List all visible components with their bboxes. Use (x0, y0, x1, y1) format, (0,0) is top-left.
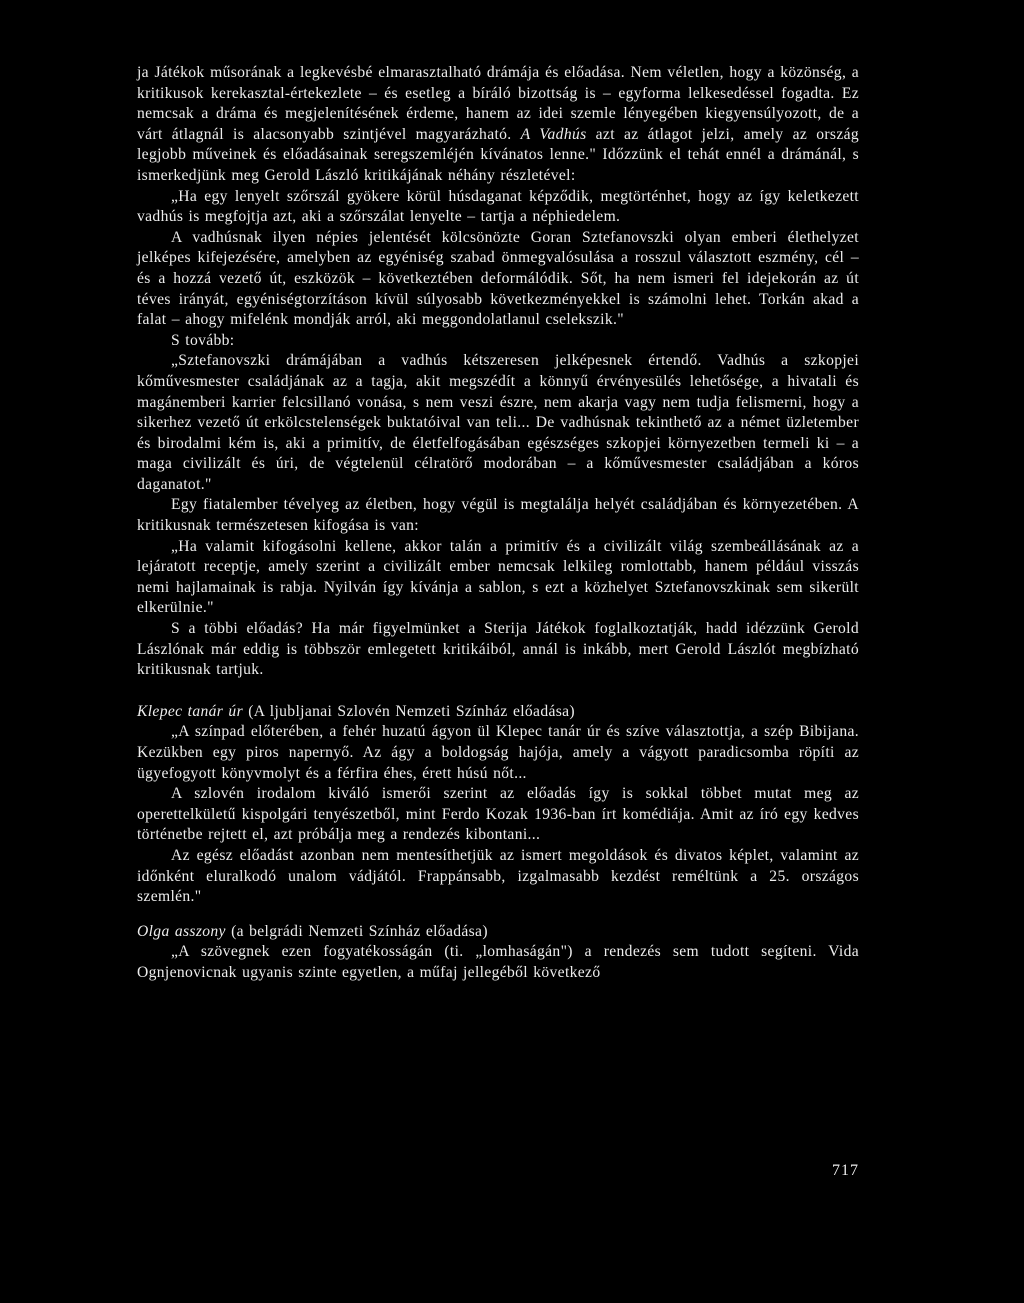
paragraph-vadhus-meaning: A vadhúsnak ilyen népies jelentését kölcsönözte Goran Sztefanovszki olyan emberi élethelyzet jelképes kifejezésére, amelyben az egyéniség szabad önmegvalósulása a rosszul választott eszmény, cél – és a hozzá vezető út, eszközök – következtében deformálódik. Sőt, ha nem ismeri fel idejekorán az út téves irányát, egyéniségtorzításon kívül súlyosabb következményekkel is számolni lehet. Torkán akad a falat – ahogy mifelénk mondják arról, aki meggondolatlanul cselekszik." (137, 228, 859, 329)
quote-paragraph-1: „Ha egy lenyelt szőrszál gyökere körül húsdaganat képződik, megtörténhet, hogy az így keletkezett vadhús is megfojtja azt, aki a szőrszálat lenyelte – tartja a néphiedelem. (137, 187, 859, 226)
paragraph-1-continuation: azt az átlagot jelzi, amely az ország legjobb műveinek és előadásainak seregszemléjén kívánatos lenne." Időzzünk el tehát ennél a drámánál, s ismerkedjünk meg Gerold László kritikájának néhány részletével: (137, 125, 860, 184)
quote-paragraph-klepec-1: „A színpad előterében, a fehér huzatú ágyon ül Klepec tanár úr és szíve választottja, a szép Bibijana. Kezükben egy piros napernyő. Az ágy a boldogság hajója, amely a vágyott paradicsomba röpíti az ügyefogyott könyvmolyt és a férfira éhes, érett húsú nőt... (137, 723, 859, 782)
quote-paragraph-olga: „A szövegnek ezen fogyatékosságán (ti. „lomhaságán") a rendezés sem tudott segíteni. Vida Ognjenovicnak ugyanis szinte egyetlen, a műfaj jellegéből következő (137, 943, 859, 981)
paragraph-fiatalember: Egy fiatalember tévelyeg az életben, hogy végül is megtalálja helyét családjában és környezetében. A kritikusnak természetesen kifogása is van: (137, 496, 859, 535)
section-heading-olga (137, 922, 859, 943)
section-subtitle-klepec: (A ljubljanai Szlovén Nemzeti Színház előadása) (248, 702, 575, 720)
paragraph-tobbi-eloadas: S a többi előadás? Ha már figyelmünket a Sterija Játékok foglalkoztatják, hadd idézzünk Gerold Lászlónak már eddig is többször emlegetett kritikáiból, annál is inkább, mert Gerold Lászlót megbízható kritikusnak tartjuk. (137, 620, 859, 679)
section-heading-klepec (137, 702, 859, 723)
section-subtitle-olga: (a belgrádi Nemzeti Színház előadása) (231, 922, 488, 940)
section-title-klepec: Klepec tanár úr (137, 702, 243, 720)
paragraph-1-text: ja Játékok műsorának a legkevésbé elmarasztalható drámája és előadása. Nem véletlen, hogy a közönség, a kritikusok kerekasztal-értekezlete – és esetleg a bíráló bizottság is – egyforma lelkesedéssel fogadta. Ez nemcsak a dráma és megjelenítésének érdeme, hanem az idei szemle lényegében kiegyensúlyozott, de a várt átlagnál is alacsonyabb szintjével magyarázható. (137, 64, 859, 143)
paragraph-s-tovabb: S tovább: (171, 331, 235, 349)
section-title-olga: Olga asszony (137, 922, 226, 940)
inline-title-vadhus: A Vadhús (520, 125, 587, 143)
page-body (137, 63, 859, 984)
quote-paragraph-3: „Ha valamit kifogásolni kellene, akkor talán a primitív és a civilizált világ szembeállásának az a lejáratott receptje, amely szerint a civilizált ember nemcsak lelkileg romlottabb, hanem például visszás nemi hajlamainak is rabja. Nyilván így kívánja a sablon, s ezt a közhelyet Sztefanovszkinak sem sikerült elkerülnie." (137, 537, 859, 617)
paragraph-1 (137, 63, 859, 187)
page-number: 717 (832, 1162, 859, 1179)
paragraph-klepec-3: Az egész előadást azonban nem mentesíthetjük az ismert megoldások és divatos képlet, valamint az időnként eluralkodó unalom vádjától. Frappánsabb, izgalmasabb kezdést reméltünk a 25. országos szemlén." (137, 846, 859, 906)
quote-paragraph-2: „Sztefanovszki drámájában a vadhús kétszeresen jelképesnek értendő. Vadhús a szkopjei kőművesmester családjának az a tagja, akit megszédít a könnyű érvényesülés lehetősége, a hivatali és magánemberi karrier felcsillanó vonása, s nem veszi észre, nem akarja vagy nem tudja felismerni, hogy a sikerhez vezető út erkölcstelenségek buktatóival van teli... De vadhúsnak tekinthető az a német üzletember és birodalmi kém is, aki a primitív, de életfelfogásában egészséges szkopjei környezetben termeli ki – a maga civilizált és úri, de végtelenül célratörő modorában – a kőművesmester családjában a kóros daganatot." (137, 352, 859, 493)
paragraph-klepec-2: A szlovén irodalom kiváló ismerői szerint az előadás így is sokkal többet mutat meg az operettelkületű kispolgári tenyészetből, mint Ferdo Kozak 1936-ban írt komédiája. Amit az író egy kedves történetbe rejtett el, azt próbálja meg a rendezés kibontani... (137, 785, 859, 844)
